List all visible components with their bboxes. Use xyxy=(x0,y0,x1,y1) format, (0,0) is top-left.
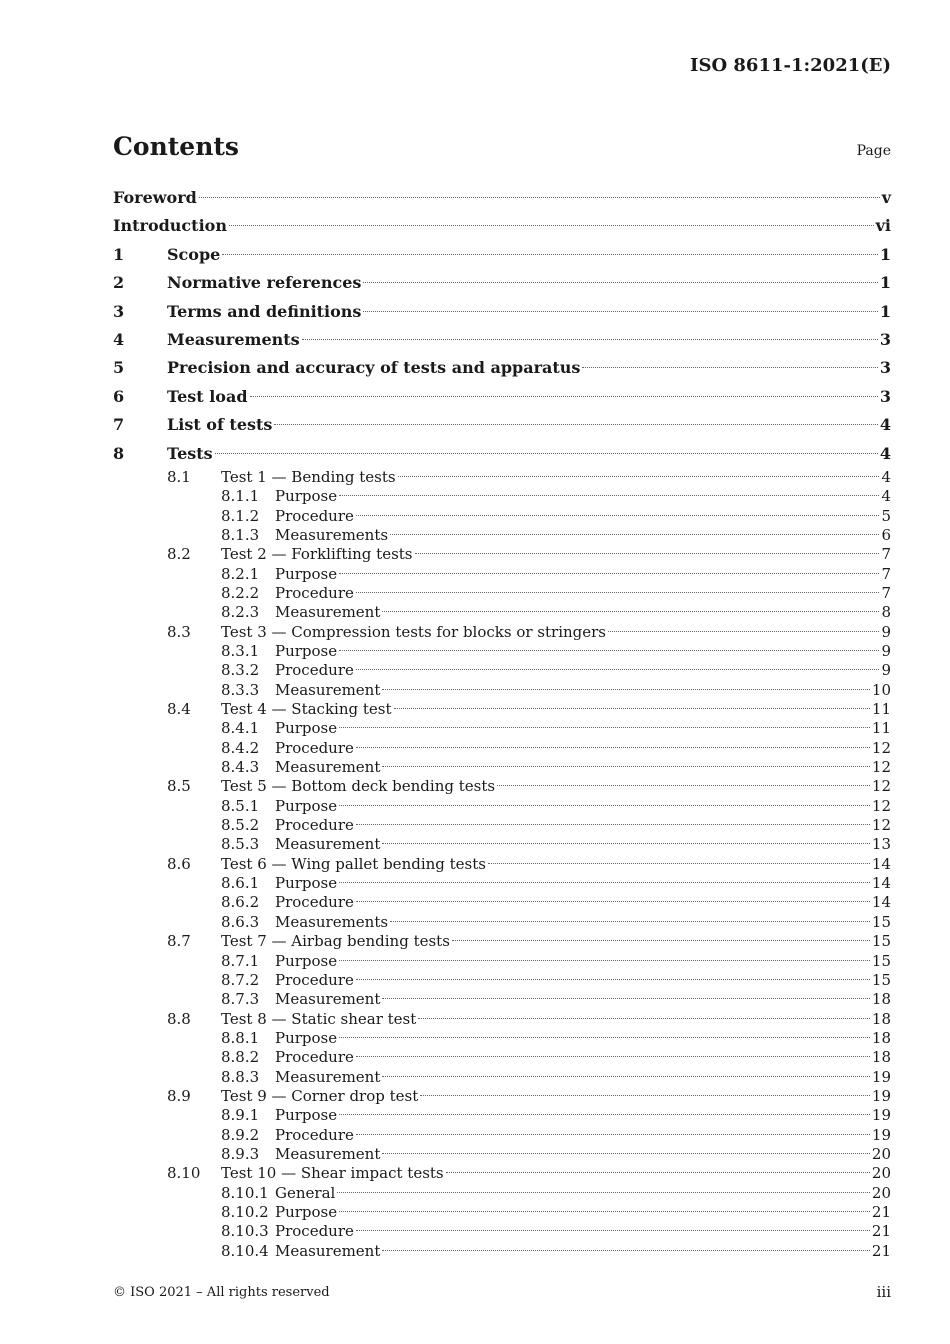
toc-entry-number: 6 xyxy=(113,386,125,406)
toc-entry[interactable] xyxy=(113,545,891,564)
toc-entry-title[interactable]: Purpose xyxy=(275,1106,338,1125)
toc-entry-number: 8.2.2 xyxy=(221,583,260,602)
toc-entry-number: 8.10 xyxy=(167,1164,201,1183)
toc-entry-number: 8 xyxy=(113,443,125,463)
toc-entry-title[interactable]: Procedure xyxy=(275,893,354,912)
toc-entry[interactable] xyxy=(113,354,891,382)
toc-entry[interactable] xyxy=(113,777,891,796)
toc-entry[interactable] xyxy=(113,990,891,1009)
toc-entry-number: 2 xyxy=(113,273,125,293)
toc-entry[interactable] xyxy=(113,1029,891,1048)
toc-entry-title[interactable]: Purpose xyxy=(275,951,338,970)
toc-entry[interactable] xyxy=(113,893,891,912)
toc-entry-number: 8.9.1 xyxy=(221,1106,260,1125)
toc-leader-dots xyxy=(302,339,878,340)
toc-entry-page[interactable]: 19 xyxy=(871,1106,891,1125)
toc-entry-number: 8.4.3 xyxy=(221,758,260,777)
toc-entry-title[interactable]: Purpose xyxy=(275,1028,338,1047)
toc-entry-title[interactable]: Test 10 — Shear impact tests xyxy=(221,1164,444,1183)
toc-entry-number: 8.5.1 xyxy=(221,796,260,815)
toc-entry-page[interactable]: vi xyxy=(875,216,891,236)
toc-leader-dots xyxy=(415,553,880,554)
toc-leader-dots xyxy=(356,1134,870,1135)
toc-entry[interactable] xyxy=(113,642,891,661)
toc-entry-title[interactable]: List of tests xyxy=(167,415,273,435)
toc-entry-number: 8.10.1 xyxy=(221,1183,269,1202)
toc-leader-dots xyxy=(199,197,880,198)
toc-entry-page[interactable]: 14 xyxy=(871,893,891,912)
toc-leader-dots xyxy=(356,979,870,980)
toc-entry-page[interactable]: 4 xyxy=(879,443,891,463)
toc-entry-title[interactable]: Purpose xyxy=(275,564,338,583)
toc-entry[interactable] xyxy=(113,241,891,269)
toc-leader-dots xyxy=(382,1250,870,1251)
toc-entry-number: 3 xyxy=(113,301,125,321)
toc-entry-page[interactable]: 21 xyxy=(871,1241,891,1260)
toc-entry-page[interactable]: 14 xyxy=(871,874,891,893)
toc-entry-number: 8.7.2 xyxy=(221,970,260,989)
toc-entry-number: 8.2 xyxy=(167,545,191,564)
toc-entry-title[interactable]: Procedure xyxy=(275,1222,354,1241)
toc-entry-page[interactable]: 15 xyxy=(871,932,891,951)
toc-entry-title[interactable]: Test 1 — Bending tests xyxy=(221,467,396,486)
toc-entry[interactable] xyxy=(113,1203,891,1222)
toc-entry-number: 8.6 xyxy=(167,854,191,873)
toc-entry[interactable] xyxy=(113,269,891,297)
toc-entry-page[interactable]: 18 xyxy=(871,990,891,1009)
toc-entry[interactable] xyxy=(113,565,891,584)
table-of-contents xyxy=(113,184,891,1261)
toc-entry-page[interactable]: 18 xyxy=(871,1009,891,1028)
toc-leader-dots xyxy=(356,515,880,516)
toc-entry-title[interactable]: Measurements xyxy=(275,912,389,931)
toc-entry-page[interactable]: 7 xyxy=(881,545,891,564)
toc-entry[interactable] xyxy=(113,1087,891,1106)
toc-entry-page[interactable]: 5 xyxy=(881,506,891,525)
toc-entry[interactable] xyxy=(113,623,891,642)
toc-entry-title[interactable]: Test 7 — Airbag bending tests xyxy=(221,932,450,951)
toc-entry[interactable] xyxy=(113,681,891,700)
toc-entry-title[interactable]: Measurements xyxy=(275,525,389,544)
toc-entry-number: 8.9.3 xyxy=(221,1144,260,1163)
toc-leader-dots xyxy=(356,592,880,593)
toc-leader-dots xyxy=(339,1211,870,1212)
toc-leader-dots xyxy=(382,689,870,690)
document-id: ISO 8611-1:2021(E) xyxy=(690,55,891,76)
toc-entry-page[interactable]: 3 xyxy=(879,386,891,406)
toc-leader-dots xyxy=(356,747,870,748)
toc-leader-dots xyxy=(339,805,870,806)
toc-entry[interactable] xyxy=(113,661,891,680)
toc-entry-title[interactable]: Purpose xyxy=(275,719,338,738)
page-title: Contents xyxy=(113,132,240,161)
toc-leader-dots xyxy=(339,573,879,574)
toc-entry[interactable] xyxy=(113,1184,891,1203)
toc-entry-number: 8.8.1 xyxy=(221,1028,260,1047)
toc-leader-dots xyxy=(398,476,880,477)
toc-leader-dots xyxy=(339,882,870,883)
toc-entry-title[interactable]: Scope xyxy=(167,244,221,264)
toc-entry-number: 8.1.3 xyxy=(221,525,260,544)
toc-entry-title[interactable]: Test 2 — Forklifting tests xyxy=(221,545,413,564)
toc-entry[interactable] xyxy=(113,719,891,738)
toc-entry-title[interactable]: Procedure xyxy=(275,738,354,757)
toc-entry[interactable] xyxy=(113,700,891,719)
toc-leader-dots xyxy=(356,669,880,670)
toc-entry[interactable] xyxy=(113,487,891,506)
toc-entry[interactable] xyxy=(113,383,891,411)
toc-entry-number: 8.6.2 xyxy=(221,893,260,912)
toc-entry-title[interactable]: Test 8 — Static shear test xyxy=(221,1009,417,1028)
toc-entry-number: 7 xyxy=(113,415,125,435)
toc-entry-title[interactable]: Purpose xyxy=(275,487,338,506)
toc-leader-dots xyxy=(339,1114,870,1115)
toc-entry-page[interactable]: 7 xyxy=(881,583,891,602)
toc-entry[interactable] xyxy=(113,440,891,468)
toc-leader-dots xyxy=(356,824,870,825)
toc-entry-title[interactable]: Test 3 — Compression tests for blocks or stringers xyxy=(221,622,606,641)
toc-leader-dots xyxy=(215,453,878,454)
toc-leader-dots xyxy=(382,1076,870,1077)
toc-entry-number: 8.8.2 xyxy=(221,1048,260,1067)
toc-entry-page[interactable]: 1 xyxy=(879,273,891,293)
toc-entry[interactable] xyxy=(113,1048,891,1067)
toc-entry-number: 8.1 xyxy=(167,467,191,486)
toc-entry-page[interactable]: 4 xyxy=(881,467,891,486)
toc-entry-title[interactable]: Measurement xyxy=(275,1067,381,1086)
toc-entry[interactable] xyxy=(113,507,891,526)
toc-entry[interactable] xyxy=(113,816,891,835)
toc-entry-page[interactable]: 19 xyxy=(871,1067,891,1086)
toc-entry[interactable] xyxy=(113,835,891,854)
toc-entry[interactable] xyxy=(113,952,891,971)
toc-entry[interactable] xyxy=(113,1145,891,1164)
toc-entry-number: 8.3.1 xyxy=(221,642,260,660)
toc-entry-title[interactable]: Purpose xyxy=(275,796,338,815)
toc-entry[interactable] xyxy=(113,1222,891,1241)
toc-entry-page[interactable]: 8 xyxy=(881,603,891,622)
toc-entry-page[interactable]: 14 xyxy=(871,854,891,873)
toc-leader-dots xyxy=(356,1056,870,1057)
toc-entry-number: 8.7.3 xyxy=(221,990,260,1009)
toc-leader-dots xyxy=(446,1172,870,1173)
toc-entry-title[interactable]: Measurement xyxy=(275,1144,381,1163)
toc-leader-dots xyxy=(363,311,877,312)
toc-leader-dots xyxy=(339,960,870,961)
toc-leader-dots xyxy=(382,998,870,999)
toc-entry-title[interactable]: Procedure xyxy=(275,506,354,525)
toc-entry-title[interactable]: Measurement xyxy=(275,680,381,699)
toc-leader-dots xyxy=(382,766,870,767)
page-number: iii xyxy=(876,1283,891,1301)
toc-entry-number: 8.4.2 xyxy=(221,738,260,757)
toc-entry-number: 8.10.2 xyxy=(221,1202,269,1221)
toc-entry-page[interactable]: 15 xyxy=(871,951,891,970)
toc-entry-number: 8.6.3 xyxy=(221,912,260,931)
toc-leader-dots xyxy=(382,843,870,844)
toc-entry[interactable] xyxy=(113,468,891,487)
toc-entry-title[interactable]: Measurement xyxy=(275,835,381,854)
toc-entry[interactable] xyxy=(113,932,891,951)
toc-entry-number: 8.9.2 xyxy=(221,1125,260,1144)
toc-entry-title[interactable]: Test 9 — Corner drop test xyxy=(221,1086,419,1105)
toc-entry-page[interactable]: 15 xyxy=(871,912,891,931)
toc-entry[interactable] xyxy=(113,971,891,990)
toc-entry[interactable] xyxy=(113,758,891,777)
toc-leader-dots xyxy=(339,1037,870,1038)
toc-entry[interactable] xyxy=(113,326,891,354)
toc-entry-number: 8.9 xyxy=(167,1086,191,1105)
toc-entry-number: 8.1.1 xyxy=(221,487,260,506)
toc-leader-dots xyxy=(497,785,870,786)
toc-entry-title[interactable]: Measurement xyxy=(275,603,381,622)
toc-entry[interactable] xyxy=(113,1068,891,1087)
toc-entry-number: 5 xyxy=(113,358,125,378)
toc-entry-page[interactable]: 10 xyxy=(871,680,891,699)
toc-entry[interactable] xyxy=(113,739,891,758)
toc-leader-dots xyxy=(418,1018,870,1019)
toc-entry[interactable] xyxy=(113,526,891,545)
toc-entry-page[interactable]: 9 xyxy=(881,642,891,660)
toc-leader-dots xyxy=(337,1192,870,1193)
toc-entry-title[interactable]: Test 5 — Bottom deck bending tests xyxy=(221,777,496,796)
toc-entry-number: 8.6.1 xyxy=(221,874,260,893)
toc-entry-title[interactable]: Procedure xyxy=(275,970,354,989)
toc-leader-dots xyxy=(488,863,870,864)
toc-entry[interactable] xyxy=(113,584,891,603)
toc-entry-page[interactable]: 12 xyxy=(871,796,891,815)
toc-entry-number: 8.2.1 xyxy=(221,564,260,583)
toc-entry-page[interactable]: 18 xyxy=(871,1028,891,1047)
toc-entry-page[interactable]: 20 xyxy=(871,1183,891,1202)
toc-entry-title[interactable]: Measurement xyxy=(275,758,381,777)
toc-entry-number: 8.7.1 xyxy=(221,951,260,970)
toc-entry-page[interactable]: 12 xyxy=(871,816,891,835)
toc-entry-title[interactable]: Measurement xyxy=(275,1241,381,1260)
toc-leader-dots xyxy=(339,727,870,728)
toc-entry-page[interactable]: 12 xyxy=(871,777,891,796)
toc-entry-title[interactable]: Introduction xyxy=(113,216,227,236)
toc-entry-page[interactable]: 1 xyxy=(879,244,891,264)
toc-entry-page[interactable]: 3 xyxy=(879,329,891,349)
copyright-notice: © ISO 2021 – All rights reserved xyxy=(113,1285,330,1300)
toc-entry-title[interactable]: Purpose xyxy=(275,642,338,660)
toc-entry-title[interactable]: Measurements xyxy=(167,329,300,349)
toc-entry-title[interactable]: General xyxy=(275,1183,336,1202)
toc-entry[interactable] xyxy=(113,797,891,816)
toc-entry-number: 8.2.3 xyxy=(221,603,260,622)
toc-entry-page[interactable]: 13 xyxy=(871,835,891,854)
toc-leader-dots xyxy=(339,495,879,496)
toc-entry[interactable] xyxy=(113,184,891,212)
toc-entry-page[interactable]: 6 xyxy=(881,525,891,544)
toc-entry-page[interactable]: 11 xyxy=(871,700,891,719)
toc-leader-dots xyxy=(382,1153,870,1154)
toc-leader-dots xyxy=(222,254,878,255)
toc-leader-dots xyxy=(250,396,878,397)
toc-entry-number: 8.3.3 xyxy=(221,680,260,699)
toc-entry-page[interactable]: 20 xyxy=(871,1144,891,1163)
toc-entry-page[interactable]: 4 xyxy=(881,487,891,506)
toc-entry-page[interactable]: 9 xyxy=(881,622,891,641)
toc-entry[interactable] xyxy=(113,913,891,932)
toc-entry[interactable] xyxy=(113,874,891,893)
toc-entry-title[interactable]: Tests xyxy=(167,443,213,463)
toc-entry-page[interactable]: 7 xyxy=(881,564,891,583)
toc-entry-title[interactable]: Procedure xyxy=(275,1125,354,1144)
toc-entry-number: 8.10.4 xyxy=(221,1241,269,1260)
toc-entry-page[interactable]: 19 xyxy=(871,1086,891,1105)
toc-leader-dots xyxy=(394,708,870,709)
toc-entry-title[interactable]: Purpose xyxy=(275,1202,338,1221)
toc-entry[interactable] xyxy=(113,1010,891,1029)
toc-leader-dots xyxy=(363,282,877,283)
toc-entry-number: 8.5 xyxy=(167,777,191,796)
toc-entry[interactable] xyxy=(113,1164,891,1183)
toc-entry[interactable] xyxy=(113,1106,891,1125)
toc-entry-page[interactable]: v xyxy=(881,188,891,207)
toc-entry-page[interactable]: 21 xyxy=(871,1222,891,1241)
toc-entry-page[interactable]: 4 xyxy=(879,415,891,435)
toc-entry-title[interactable]: Procedure xyxy=(275,1048,354,1067)
toc-leader-dots xyxy=(339,650,879,651)
page-column-label: Page xyxy=(856,143,891,159)
toc-entry-number: 8.8 xyxy=(167,1009,191,1028)
toc-entry-title[interactable]: Procedure xyxy=(275,661,354,680)
toc-entry-number: 8.4.1 xyxy=(221,719,260,738)
toc-entry-title[interactable]: Test load xyxy=(167,386,248,406)
toc-entry-title[interactable]: Test 4 — Stacking test xyxy=(221,700,392,719)
toc-entry-page[interactable]: 19 xyxy=(871,1125,891,1144)
toc-entry[interactable] xyxy=(113,603,891,622)
toc-entry-number: 8.3 xyxy=(167,622,191,641)
toc-entry-page[interactable]: 9 xyxy=(881,661,891,680)
toc-leader-dots xyxy=(229,225,874,226)
toc-leader-dots xyxy=(356,1230,870,1231)
toc-entry-number: 8.5.3 xyxy=(221,835,260,854)
toc-entry-title[interactable]: Procedure xyxy=(275,816,354,835)
toc-leader-dots xyxy=(452,940,870,941)
toc-entry-number: 8.7 xyxy=(167,932,191,951)
toc-entry-title[interactable]: Purpose xyxy=(275,874,338,893)
toc-entry-page[interactable]: 21 xyxy=(871,1202,891,1221)
toc-entry-number: 8.5.2 xyxy=(221,816,260,835)
toc-entry[interactable] xyxy=(113,411,891,439)
toc-entry-number: 1 xyxy=(113,244,125,264)
toc-leader-dots xyxy=(390,534,879,535)
toc-entry[interactable] xyxy=(113,1242,891,1261)
toc-entry[interactable] xyxy=(113,212,891,240)
toc-entry-number: 8.10.3 xyxy=(221,1222,269,1241)
toc-entry[interactable] xyxy=(113,855,891,874)
toc-entry-title[interactable]: Measurement xyxy=(275,990,381,1009)
toc-entry-title[interactable]: Normative references xyxy=(167,273,362,293)
toc-leader-dots xyxy=(608,631,879,632)
toc-entry-page[interactable]: 12 xyxy=(871,738,891,757)
toc-entry-number: 8.8.3 xyxy=(221,1067,260,1086)
toc-entry-title[interactable]: Terms and definitions xyxy=(167,301,362,321)
toc-leader-dots xyxy=(390,921,870,922)
toc-entry-page[interactable]: 3 xyxy=(879,358,891,378)
toc-leader-dots xyxy=(382,611,879,612)
toc-leader-dots xyxy=(274,424,877,425)
toc-entry-number: 8.3.2 xyxy=(221,661,260,680)
toc-entry-page[interactable]: 1 xyxy=(879,301,891,321)
toc-entry-title[interactable]: Foreword xyxy=(113,188,197,207)
toc-entry[interactable] xyxy=(113,298,891,326)
toc-entry-title[interactable]: Precision and accuracy of tests and apparatus xyxy=(167,358,581,378)
toc-entry-number: 8.1.2 xyxy=(221,506,260,525)
toc-entry-page[interactable]: 18 xyxy=(871,1048,891,1067)
toc-entry-title[interactable]: Test 6 — Wing pallet bending tests xyxy=(221,854,486,873)
toc-entry[interactable] xyxy=(113,1126,891,1145)
toc-entry-number: 8.4 xyxy=(167,700,191,719)
toc-entry-number: 4 xyxy=(113,329,125,349)
toc-leader-dots xyxy=(582,367,877,368)
toc-entry-page[interactable]: 12 xyxy=(871,758,891,777)
toc-entry-page[interactable]: 15 xyxy=(871,970,891,989)
toc-leader-dots xyxy=(420,1095,870,1096)
toc-leader-dots xyxy=(356,901,870,902)
toc-entry-page[interactable]: 11 xyxy=(871,719,891,738)
toc-entry-title[interactable]: Procedure xyxy=(275,583,354,602)
toc-entry-page[interactable]: 20 xyxy=(871,1164,891,1183)
